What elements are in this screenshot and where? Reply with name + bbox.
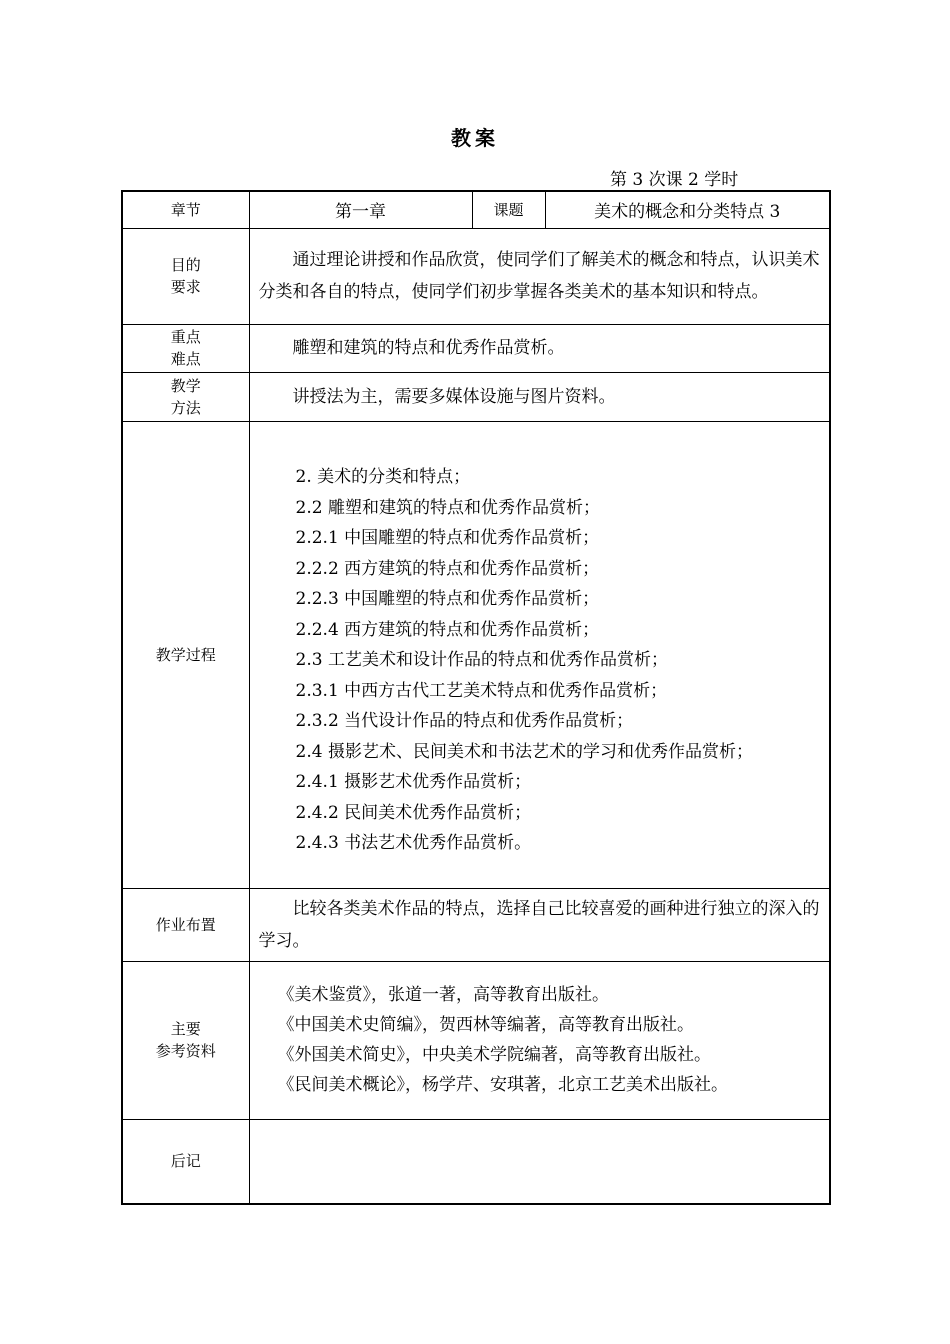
- postscript-label: 后记: [122, 1119, 249, 1204]
- objectives-label-line2: 要求: [170, 278, 201, 296]
- process-item: 2.2.3 中国雕塑的特点和优秀作品赏析；: [295, 589, 600, 610]
- methods-row: [122, 372, 830, 421]
- key-points-text: 雕塑和建筑的特点和优秀作品赏析。: [249, 324, 830, 372]
- process-item: 2.2 雕塑和建筑的特点和优秀作品赏析；: [295, 497, 600, 518]
- process-item: 2.4.1 摄影艺术优秀作品赏析；: [295, 772, 532, 793]
- methods-label-line1: 教学: [170, 376, 201, 395]
- process-item: 2.2.2 西方建筑的特点和优秀作品赏析；: [295, 558, 600, 579]
- objectives-label-line1: 目的: [170, 256, 201, 274]
- key-points-label: [122, 324, 249, 372]
- process-item: 2. 美术的分类和特点；: [295, 467, 471, 488]
- reference-item: 《中国美术史简编》，贺西林等编著，高等教育出版社。: [277, 1015, 694, 1035]
- reference-item: 《外国美术简史》，中央美术学院编著，高等教育出版社。: [277, 1045, 711, 1065]
- chapter-value: 第一章: [249, 191, 472, 228]
- process-item: 2.2.1 中国雕塑的特点和优秀作品赏析；: [295, 528, 600, 549]
- postscript-row: [122, 1119, 830, 1204]
- key-points-label-line1: 重点: [170, 328, 201, 346]
- objectives-text: 通过理论讲授和作品欣赏，使同学们了解美术的概念和特点，认识美术分类和各自的特点，使同学们初步掌握各类美术的基本知识和特点。: [249, 228, 830, 324]
- reference-item: 《民间美术概论》，杨学芹、安琪著，北京工艺美术出版社。: [277, 1075, 728, 1095]
- methods-text: 讲授法为主，需要多媒体设施与图片资料。: [249, 372, 830, 421]
- process-item: 2.4 摄影艺术、民间美术和书法艺术的学习和优秀作品赏析；: [295, 741, 753, 762]
- process-label: 教学过程: [122, 421, 249, 888]
- references-row: [122, 961, 830, 1119]
- homework-row: [122, 888, 830, 961]
- process-item: 2.4.3 书法艺术优秀作品赏析。: [295, 833, 532, 854]
- topic-label: 课题: [472, 191, 545, 228]
- process-item: 2.3.2 当代设计作品的特点和优秀作品赏析；: [295, 711, 634, 732]
- process-item: 2.4.2 民间美术优秀作品赏析；: [295, 802, 532, 823]
- process-row: [122, 421, 830, 888]
- key-points-row: [122, 324, 830, 372]
- lesson-plan-table: [121, 190, 831, 1205]
- postscript-text: [249, 1119, 830, 1204]
- homework-text: 比较各类美术作品的特点，选择自己比较喜爱的画种进行独立的深入的学习。: [249, 888, 830, 961]
- references-list: [249, 961, 830, 1119]
- homework-label: 作业布置: [122, 888, 249, 961]
- lesson-info: 第 3 次课 2 学时: [610, 170, 739, 190]
- key-points-label-line2: 难点: [170, 350, 201, 368]
- process-item: 2.3 工艺美术和设计作品的特点和优秀作品赏析；: [295, 650, 668, 671]
- references-label-line2: 参考资料: [155, 1042, 216, 1060]
- references-label: [122, 961, 249, 1119]
- chapter-label: 章节: [122, 191, 249, 228]
- references-label-line1: 主要: [170, 1020, 201, 1038]
- process-list: [249, 421, 830, 888]
- reference-item: 《美术鉴赏》，张道一著，高等教育出版社。: [277, 985, 609, 1005]
- methods-label: [122, 372, 249, 421]
- topic-value: 美术的概念和分类特点 3: [545, 191, 830, 228]
- methods-label-line2: 方法: [170, 398, 201, 417]
- process-item: 2.3.1 中西方古代工艺美术特点和优秀作品赏析；: [295, 680, 668, 701]
- objectives-row: [122, 228, 830, 324]
- process-item: 2.2.4 西方建筑的特点和优秀作品赏析；: [295, 619, 600, 640]
- objectives-label: [122, 228, 249, 324]
- header-row: [122, 191, 830, 228]
- document-title: 教案: [451, 126, 499, 150]
